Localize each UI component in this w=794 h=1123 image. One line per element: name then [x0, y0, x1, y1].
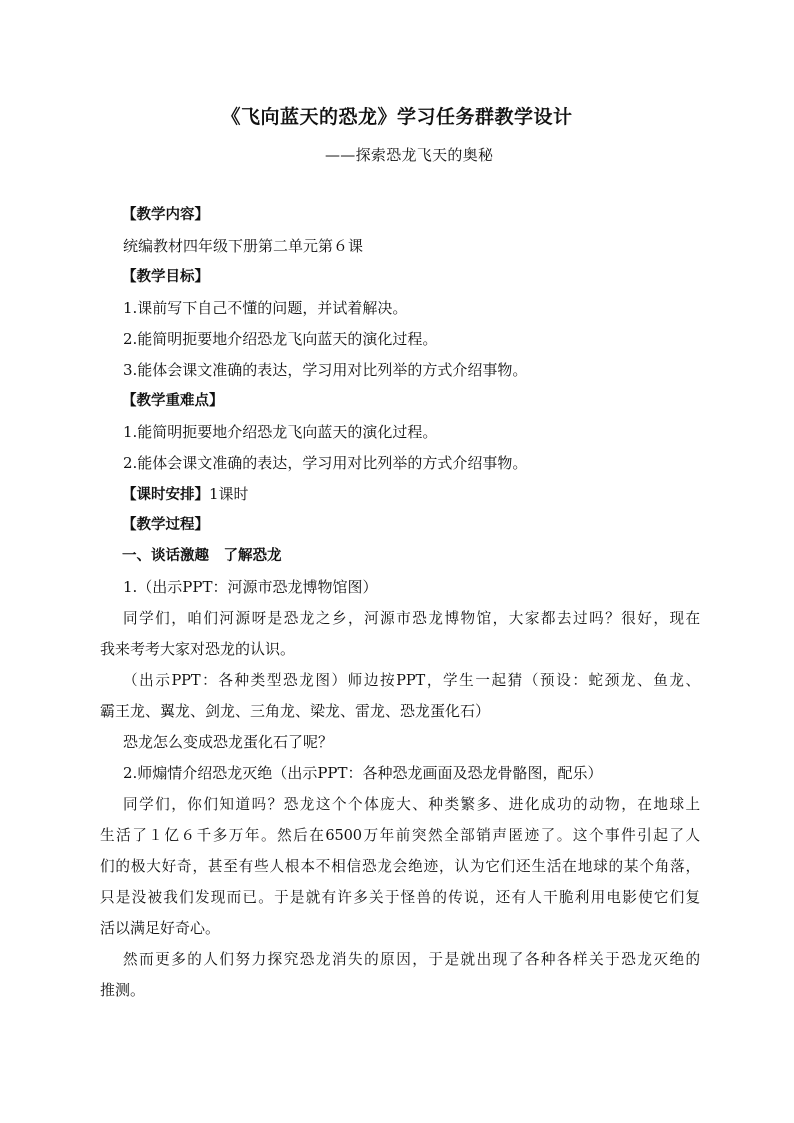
document-subtitle: ——探索恐龙飞天的奥秘 [325, 146, 494, 164]
section-heading-time: 【课时安排】 [122, 487, 209, 503]
paragraph-2-line-1: （出示PPT：各种类型恐龙图）师边按PPT，学生一起猜（预设：蛇颈龙、鱼龙、 [123, 672, 700, 689]
section-heading-content: 【教学内容】 [122, 207, 209, 223]
paragraph-4-line-1: 同学们，你们知道吗？恐龙这个个体庞大、种类繁多、进化成功的动物，在地球上 [123, 796, 700, 813]
paragraph-1 [100, 603, 700, 665]
document-body [100, 200, 700, 1006]
paragraph-2-line-2: 霸王龙、翼龙、剑龙、三角龙、梁龙、雷龙、恐龙蛋化石） [100, 702, 491, 720]
paragraph-4 [100, 789, 700, 944]
key-point-1: 1.能简明扼要地介绍恐龙飞向蓝天的演化过程。 [123, 423, 438, 441]
content-text: 统编教材四年级下册第二单元第６课 [123, 237, 364, 255]
key-point-2: 2.能体会课文准确的表达，学习用对比列举的方式介绍事物。 [123, 454, 528, 472]
section-heading-key-points: 【教学重难点】 [122, 393, 224, 409]
paragraph-5-line-2: 推测。 [100, 981, 146, 999]
paragraph-4-line-2: 生活了１亿６千多万年。然后在6500万年前突然全部销声匿迹了。这个事件引起了人 [100, 827, 700, 844]
goal-item-1: 1.课前写下自己不懂的问题，并试着解决。 [123, 299, 408, 317]
paragraph-2 [100, 665, 700, 727]
time-arrangement-line [100, 479, 700, 510]
goal-item-2: 2.能简明扼要地介绍恐龙飞向蓝天的演化过程。 [123, 330, 438, 348]
paragraph-3: 恐龙怎么变成恐龙蛋化石了呢？ [123, 733, 334, 751]
goal-item-3: 3.能体会课文准确的表达，学习用对比列举的方式介绍事物。 [123, 361, 528, 379]
section-heading-goals: 【教学目标】 [122, 269, 209, 285]
paragraph-5 [100, 944, 700, 1006]
paragraph-1-line-2: 我来考考大家对恐龙的认识。 [100, 640, 296, 658]
time-text: 1课时 [209, 485, 249, 503]
paragraph-4-line-5: 活以满足好奇心。 [100, 919, 221, 937]
paragraph-4-line-3: 们的极大好奇，甚至有些人根本不相信恐龙会绝迹，认为它们还生活在地球的某个角落， [100, 858, 700, 875]
step-1-item-2: 2.师煽情介绍恐龙灭绝（出示PPT：各种恐龙画面及恐龙骨骼图，配乐） [123, 764, 603, 782]
step-1-title: 一、谈话激趣 了解恐龙 [122, 548, 282, 564]
paragraph-1-line-1: 同学们，咱们河源呀是恐龙之乡，河源市恐龙博物馆，大家都去过吗？很好，现在 [123, 610, 700, 627]
section-heading-process: 【教学过程】 [122, 517, 209, 533]
document-title: 《飞向蓝天的恐龙》学习任务群教学设计 [221, 106, 573, 128]
paragraph-5-line-1: 然而更多的人们努力探究恐龙消失的原因，于是就出现了各种各样关于恐龙灭绝的 [123, 951, 700, 968]
step-1-item-1: 1.（出示PPT：河源市恐龙博物馆图） [123, 578, 378, 596]
paragraph-4-line-4: 只是没被我们发现而已。于是就有许多关于怪兽的传说，还有人干脆利用电影使它们复 [100, 889, 700, 906]
